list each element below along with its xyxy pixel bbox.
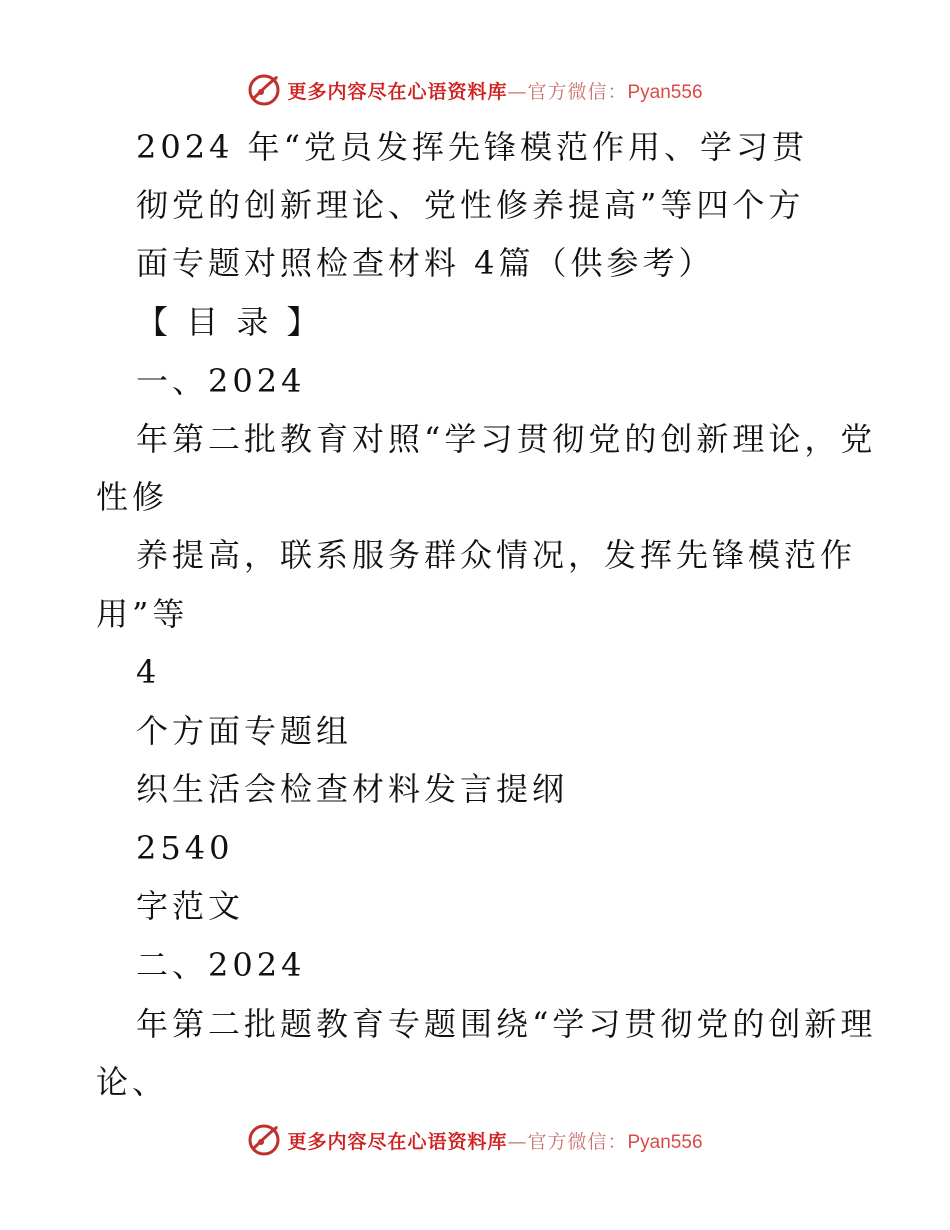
- pen-logo-icon: [247, 73, 281, 107]
- toc-heading: 【 目 录 】: [136, 303, 323, 341]
- toc-line: 4: [136, 653, 161, 691]
- banner-lead: 更多内容尽在心语资料库: [287, 80, 508, 103]
- footer-banner: [0, 1120, 950, 1160]
- banner-wechat-id: Pyan556: [627, 1131, 703, 1153]
- toc-line: 2540: [136, 829, 234, 867]
- toc-line: 用”等: [96, 595, 189, 633]
- banner-lead: 更多内容尽在心语资料库: [287, 1130, 508, 1153]
- toc-line: 性修: [96, 478, 169, 516]
- banner-wechat-label: 官方微信：: [527, 80, 628, 103]
- pen-logo-icon: [247, 1123, 281, 1157]
- header-banner: [0, 70, 950, 110]
- footer-banner-text: [287, 1127, 702, 1154]
- toc-line: 养提高，联系服务群众情况，发挥先锋模范作: [136, 536, 857, 574]
- doc-title-line-3: 面专题对照检查材料 4篇（供参考）: [136, 244, 715, 282]
- toc-line: 年第二批教育对照“学习贯彻党的创新理论，党: [136, 420, 877, 458]
- banner-dash: —: [507, 80, 528, 103]
- banner-dash: —: [507, 1130, 528, 1153]
- toc-line: 个方面专题组: [136, 712, 353, 750]
- toc-line: 织生活会检查材料发言提纲: [136, 770, 569, 808]
- banner-wechat-id: Pyan556: [627, 81, 703, 103]
- doc-title-line-1: 2024 年“党员发挥先锋模范作用、学习贯: [136, 128, 808, 166]
- toc-line: 年第二批题教育专题围绕“学习贯彻党的创新理: [136, 1005, 877, 1043]
- toc-line: 字范文: [136, 887, 245, 925]
- banner-wechat-label: 官方微信：: [527, 1130, 628, 1153]
- toc-line: 一、2024: [136, 362, 306, 400]
- header-banner-text: [287, 77, 702, 104]
- toc-line: 论、: [96, 1063, 169, 1101]
- toc-line: 二、2024: [136, 946, 306, 984]
- doc-title-line-2: 彻党的创新理论、党性修养提高”等四个方: [136, 186, 805, 224]
